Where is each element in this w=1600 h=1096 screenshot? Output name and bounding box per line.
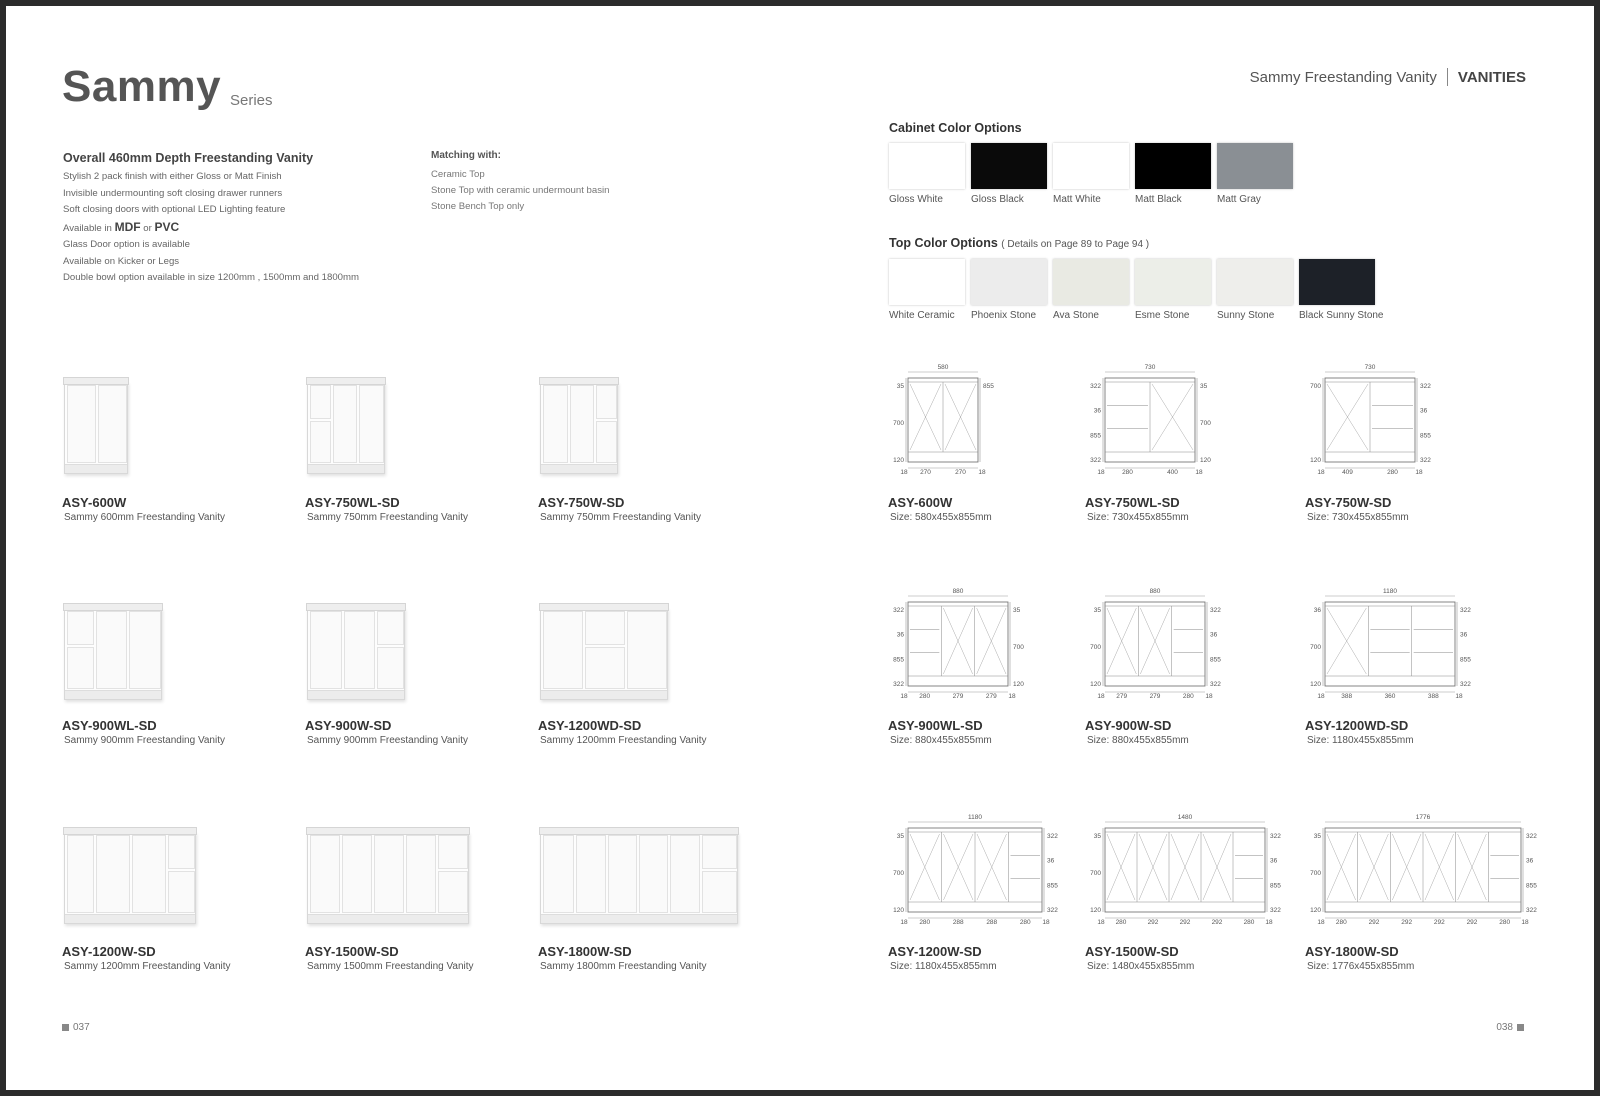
dimension-right: 36 <box>1210 631 1218 639</box>
cabinet-color-swatch <box>1217 143 1293 189</box>
product-code: ASY-1200WD-SD <box>538 718 642 733</box>
dimension-segment: 280 <box>1335 919 1347 926</box>
dimension-right: 322 <box>1047 833 1058 840</box>
vanity-door-panel <box>168 835 195 869</box>
dimension-right: 36 <box>1460 631 1468 639</box>
vanity-top <box>63 827 197 835</box>
technical-drawing <box>1303 812 1569 932</box>
dimension-segment: 280 <box>1387 469 1398 476</box>
dimension-left: 36 <box>1093 407 1101 415</box>
drawing-size: Size: 1180x455x855mm <box>890 961 997 972</box>
dimension-right: 36 <box>1047 857 1055 865</box>
dimension-right: 855 <box>1420 432 1431 440</box>
dimension-segment: 292 <box>1211 919 1223 926</box>
dimension-segment: 280 <box>1115 919 1127 926</box>
drawing-size: Size: 730x455x855mm <box>1087 512 1189 523</box>
header-category: VANITIES <box>1457 68 1526 86</box>
vanity-photo <box>307 382 385 474</box>
vanity-door-panel <box>702 871 737 913</box>
dimension-segment: 280 <box>1182 693 1194 700</box>
vanity-door-panel <box>576 835 605 913</box>
dimension-left: 120 <box>893 907 904 914</box>
vanity-photo <box>307 832 469 924</box>
dimension-right: 700 <box>1200 420 1211 427</box>
cabinet-color-label: Matt Black <box>1135 194 1182 205</box>
dimension-left: 35 <box>896 833 904 840</box>
top-color-label: Esme Stone <box>1135 310 1190 321</box>
top-color-swatch <box>1217 259 1293 305</box>
dimension-left: 120 <box>1310 457 1321 464</box>
dimension-width: 1776 <box>1415 814 1431 821</box>
dimension-right: 700 <box>1013 644 1024 651</box>
dimension-segment: 18 <box>1097 919 1105 926</box>
vanity-door-panel <box>374 835 404 913</box>
dimension-width: 880 <box>1149 588 1161 595</box>
cabinet-color-label: Matt White <box>1053 194 1101 205</box>
drawing-code: ASY-1800W-SD <box>1305 944 1399 959</box>
dimension-segment: 292 <box>1368 919 1380 926</box>
dimension-segment: 279 <box>985 693 997 700</box>
page-number-left-text: 037 <box>73 1022 90 1033</box>
dimension-left: 120 <box>1090 681 1101 688</box>
vanity-photo <box>540 382 618 474</box>
dimension-left: 120 <box>1090 907 1101 914</box>
cabinet-color-label: Gloss White <box>889 194 943 205</box>
cabinet-outline <box>1325 602 1455 686</box>
dimension-segment: 18 <box>1521 919 1529 926</box>
vanity-door-panel <box>310 611 342 689</box>
dimension-segment: 280 <box>919 919 931 926</box>
material-or: or <box>143 222 152 234</box>
drawing-size: Size: 880x455x855mm <box>890 735 992 746</box>
product-code: ASY-600W <box>62 495 127 510</box>
dimension-segment: 409 <box>1342 469 1353 476</box>
description-list <box>63 169 359 287</box>
vanity-door-panel <box>359 385 384 463</box>
dimension-right: 120 <box>1200 457 1211 464</box>
vanity-door-panel <box>585 647 626 689</box>
vanity-photo <box>307 608 405 700</box>
dimension-left: 35 <box>896 383 904 390</box>
cabinet-color-swatch <box>1053 143 1129 189</box>
series-title: Sammy <box>62 62 222 111</box>
drawing-code: ASY-900W-SD <box>1085 718 1172 733</box>
drawing-code: ASY-1200WD-SD <box>1305 718 1409 733</box>
dimension-segment: 280 <box>1499 919 1511 926</box>
matching-item: Stone Top with ceramic undermount basin <box>431 185 610 196</box>
dimension-left: 322 <box>893 607 904 614</box>
dimension-segment: 279 <box>952 693 964 700</box>
drawing-size: Size: 1776x455x855mm <box>1307 961 1415 972</box>
product-description: Sammy 750mm Freestanding Vanity <box>540 512 701 523</box>
material-pvc: PVC <box>154 219 180 234</box>
dimension-segment: 270 <box>955 469 966 476</box>
dimension-segment: 280 <box>919 693 931 700</box>
dimension-segment: 270 <box>920 469 931 476</box>
product-description: Sammy 1200mm Freestanding Vanity <box>64 961 231 972</box>
dimension-segment: 18 <box>1265 919 1273 926</box>
dimension-width: 1180 <box>968 814 982 821</box>
vanity-door-panel <box>333 385 358 463</box>
product-code: ASY-900WL-SD <box>62 718 157 733</box>
dimension-segment: 388 <box>1341 693 1353 700</box>
dimension-width: 880 <box>952 588 964 595</box>
vanity-top <box>306 827 470 835</box>
vanity-door-panel <box>570 385 595 463</box>
top-color-swatch <box>1135 259 1211 305</box>
drawing-size: Size: 730x455x855mm <box>1307 512 1409 523</box>
description-line: Available on Kicker or Legs <box>63 255 180 267</box>
vanity-photo <box>540 832 738 924</box>
cabinet-color-label: Matt Gray <box>1217 194 1261 205</box>
cabinet-outline <box>1105 828 1265 912</box>
dimension-right: 35 <box>1200 383 1208 390</box>
drawing-code: ASY-900WL-SD <box>888 718 983 733</box>
dimension-right: 855 <box>983 383 994 390</box>
dimension-segment: 280 <box>1243 919 1255 926</box>
description-line: Stylish 2 pack finish with either Gloss or Matt Finish <box>63 171 282 182</box>
dimension-right: 36 <box>1270 857 1278 865</box>
vanity-door-panel <box>132 835 166 913</box>
dimension-left: 35 <box>1093 607 1101 614</box>
dimension-right: 35 <box>1013 607 1021 614</box>
technical-drawing <box>1303 362 1463 482</box>
vanity-door-panel <box>639 835 668 913</box>
cabinet-color-title: Cabinet Color Options <box>889 121 1022 135</box>
dimension-segment: 18 <box>1097 469 1105 476</box>
dimension-segment: 292 <box>1147 919 1159 926</box>
vanity-kicker <box>308 464 384 473</box>
vanity-kicker <box>541 464 617 473</box>
dimension-segment: 360 <box>1384 693 1396 700</box>
description-title: Overall 460mm Depth Freestanding Vanity <box>63 151 314 165</box>
dimension-segment: 18 <box>1317 469 1325 476</box>
dimension-segment: 280 <box>1019 919 1031 926</box>
dimension-segment: 18 <box>900 919 908 926</box>
vanity-photo <box>540 608 668 700</box>
drawing-code: ASY-600W <box>888 495 953 510</box>
vanity-door-panel <box>543 611 583 689</box>
vanity-kicker <box>65 914 195 923</box>
vanity-door-panel <box>438 871 468 913</box>
vanity-photo <box>64 608 162 700</box>
cabinet-color-swatch <box>1135 143 1211 189</box>
vanity-kicker <box>308 690 404 699</box>
top-color-label: Ava Stone <box>1053 310 1099 321</box>
dimension-right: 120 <box>1013 681 1024 688</box>
dimension-width: 1180 <box>1383 588 1397 595</box>
vanity-door-panel <box>627 611 667 689</box>
dimension-segment: 292 <box>1466 919 1478 926</box>
vanity-door-panel <box>543 835 574 913</box>
drawing-size: Size: 880x455x855mm <box>1087 735 1189 746</box>
product-code: ASY-750W-SD <box>538 495 625 510</box>
dimension-segment: 18 <box>1317 919 1325 926</box>
top-color-swatch <box>889 259 965 305</box>
technical-drawing <box>1303 586 1503 706</box>
dimension-segment: 292 <box>1179 919 1191 926</box>
technical-drawing <box>1083 362 1243 482</box>
dimension-right: 322 <box>1270 907 1281 914</box>
dimension-right: 322 <box>1047 907 1058 914</box>
page-header <box>1250 68 1526 86</box>
top-color-heading <box>889 236 1149 250</box>
cabinet-color-swatch <box>971 143 1047 189</box>
dimension-right: 855 <box>1270 882 1281 890</box>
dimension-right: 322 <box>1460 607 1471 614</box>
dimension-segment: 292 <box>1433 919 1445 926</box>
drawing-code: ASY-1500W-SD <box>1085 944 1179 959</box>
page-marker-icon <box>62 1024 69 1031</box>
vanity-top <box>539 603 669 611</box>
technical-drawing <box>886 586 1056 706</box>
vanity-door-panel <box>585 611 626 645</box>
dimension-left: 700 <box>1090 644 1101 651</box>
dimension-right: 322 <box>1420 457 1431 464</box>
description-line: Invisible undermounting soft closing drawer runners <box>63 187 283 199</box>
vanity-door-panel <box>608 835 637 913</box>
matching-item: Ceramic Top <box>431 169 485 180</box>
vanity-door-panel <box>406 835 436 913</box>
header-divider <box>1447 68 1448 86</box>
dimension-segment: 18 <box>1042 919 1050 926</box>
material-prefix: Available in <box>63 222 112 234</box>
vanity-photo <box>64 832 196 924</box>
dimension-left: 35 <box>1093 833 1101 840</box>
dimension-left: 700 <box>1310 644 1321 651</box>
drawing-size: Size: 1180x455x855mm <box>1307 735 1414 746</box>
dimension-left: 700 <box>1090 870 1101 877</box>
vanity-door-panel <box>344 611 376 689</box>
top-color-label: Sunny Stone <box>1217 310 1275 321</box>
dimension-right: 855 <box>1460 656 1471 664</box>
product-description: Sammy 1800mm Freestanding Vanity <box>540 961 707 972</box>
product-description: Sammy 750mm Freestanding Vanity <box>307 512 468 523</box>
dimension-segment: 288 <box>952 919 964 926</box>
product-code: ASY-1800W-SD <box>538 944 632 959</box>
dimension-width: 730 <box>1144 364 1156 371</box>
catalog-page <box>6 6 1594 1090</box>
series-subtitle: Series <box>230 92 273 109</box>
material-mdf: MDF <box>114 219 141 234</box>
dimension-left: 36 <box>896 631 904 639</box>
description-line <box>63 219 359 238</box>
top-color-title: Top Color Options <box>889 236 998 250</box>
dimension-left: 322 <box>1090 383 1101 390</box>
dimension-segment: 18 <box>1415 469 1423 476</box>
technical-drawing <box>1083 586 1253 706</box>
dimension-width: 730 <box>1364 364 1376 371</box>
vanity-door-panel <box>310 835 340 913</box>
dimension-right: 36 <box>1420 407 1428 415</box>
vanity-door-panel <box>67 835 94 913</box>
dimension-width: 580 <box>937 364 949 371</box>
top-color-label: White Ceramic <box>889 310 955 321</box>
vanity-door-panel <box>67 611 94 645</box>
vanity-door-panel <box>377 611 404 645</box>
page-number-left <box>62 1022 90 1033</box>
dimension-segment: 18 <box>900 469 908 476</box>
dimension-right: 322 <box>1210 607 1221 614</box>
product-description: Sammy 1200mm Freestanding Vanity <box>540 735 707 746</box>
top-color-swatch <box>1053 259 1129 305</box>
description-line: Soft closing doors with optional LED Lighting feature <box>63 204 286 215</box>
vanity-door-panel <box>596 385 617 419</box>
matching-list <box>431 167 609 215</box>
drawing-size: Size: 580x455x855mm <box>890 512 992 523</box>
vanity-top <box>63 603 163 611</box>
drawing-code: ASY-1200W-SD <box>888 944 982 959</box>
vanity-kicker <box>65 690 161 699</box>
product-description: Sammy 1500mm Freestanding Vanity <box>307 961 474 972</box>
vanity-top <box>306 377 386 385</box>
dimension-segment: 18 <box>1195 469 1203 476</box>
matching-item: Stone Bench Top only <box>431 201 525 212</box>
description-line: Glass Door option is available <box>63 239 190 250</box>
vanity-door-panel <box>310 385 331 419</box>
technical-drawing <box>1083 812 1313 932</box>
vanity-door-panel <box>96 611 128 689</box>
product-code: ASY-1200W-SD <box>62 944 156 959</box>
vanity-kicker <box>65 464 127 473</box>
vanity-door-panel <box>67 385 96 463</box>
drawing-size: Size: 1480x455x855mm <box>1087 961 1195 972</box>
vanity-top <box>539 377 619 385</box>
product-description: Sammy 600mm Freestanding Vanity <box>64 512 225 523</box>
dimension-left: 700 <box>1310 870 1321 877</box>
vanity-top <box>63 377 129 385</box>
dimension-left: 36 <box>1313 607 1321 614</box>
dimension-segment: 18 <box>1205 693 1213 700</box>
vanity-door-panel <box>670 835 699 913</box>
dimension-segment: 18 <box>1008 693 1016 700</box>
top-color-swatch <box>971 259 1047 305</box>
vanity-door-panel <box>168 871 195 913</box>
vanity-door-panel <box>596 421 617 463</box>
dimension-segment: 18 <box>1317 693 1325 700</box>
dimension-segment: 288 <box>986 919 998 926</box>
page-marker-icon <box>1517 1024 1524 1031</box>
dimension-segment: 292 <box>1401 919 1413 926</box>
product-description: Sammy 900mm Freestanding Vanity <box>64 735 225 746</box>
cabinet-color-label: Gloss Black <box>971 194 1024 205</box>
dimension-right: 322 <box>1526 907 1537 914</box>
dimension-width: 1480 <box>1177 814 1193 821</box>
dimension-left: 120 <box>1310 907 1321 914</box>
dimension-right: 36 <box>1526 857 1534 865</box>
dimension-left: 700 <box>893 420 904 427</box>
dimension-segment: 388 <box>1427 693 1439 700</box>
technical-drawing <box>886 362 1026 482</box>
dimension-segment: 18 <box>1097 693 1105 700</box>
vanity-door-panel <box>438 835 468 869</box>
top-color-label: Black Sunny Stone <box>1299 310 1384 321</box>
dimension-segment: 18 <box>1455 693 1463 700</box>
vanity-door-panel <box>310 421 331 463</box>
top-color-label: Phoenix Stone <box>971 310 1037 321</box>
vanity-door-panel <box>98 385 127 463</box>
dimension-segment: 18 <box>978 469 986 476</box>
dimension-right: 855 <box>1210 656 1221 664</box>
dimension-right: 322 <box>1270 833 1281 840</box>
dimension-left: 322 <box>1090 457 1101 464</box>
vanity-door-panel <box>342 835 372 913</box>
top-color-note: ( Details on Page 89 to Page 94 ) <box>1001 239 1150 250</box>
drawing-code: ASY-750W-SD <box>1305 495 1392 510</box>
cabinet-color-swatch <box>889 143 965 189</box>
technical-drawing <box>886 812 1090 932</box>
product-code: ASY-900W-SD <box>305 718 392 733</box>
drawing-code: ASY-750WL-SD <box>1085 495 1180 510</box>
description-line: Double bowl option available in size 1200mm , 1500mm and 1800mm <box>63 272 359 283</box>
vanity-photo <box>64 382 128 474</box>
dimension-segment: 279 <box>1149 693 1161 700</box>
dimension-right: 322 <box>1210 681 1221 688</box>
dimension-left: 120 <box>893 457 904 464</box>
dimension-right: 322 <box>1526 833 1537 840</box>
dimension-left: 855 <box>893 656 904 664</box>
header-product-name: Sammy Freestanding Vanity <box>1249 68 1437 86</box>
cabinet-outline <box>1105 602 1205 686</box>
vanity-top <box>539 827 739 835</box>
dimension-segment: 18 <box>900 693 908 700</box>
page-number-right <box>1496 1022 1524 1033</box>
top-color-swatch <box>1299 259 1375 305</box>
product-description: Sammy 900mm Freestanding Vanity <box>307 735 468 746</box>
dimension-right: 855 <box>1526 882 1537 890</box>
vanity-door-panel <box>702 835 737 869</box>
dimension-right: 322 <box>1460 681 1471 688</box>
vanity-door-panel <box>67 647 94 689</box>
matching-title: Matching with: <box>431 150 501 161</box>
vanity-kicker <box>541 914 737 923</box>
vanity-door-panel <box>129 611 161 689</box>
dimension-right: 855 <box>1047 882 1058 890</box>
vanity-kicker <box>541 690 667 699</box>
vanity-top <box>306 603 406 611</box>
cabinet-outline <box>908 602 1008 686</box>
vanity-kicker <box>308 914 468 923</box>
dimension-segment: 280 <box>1122 469 1133 476</box>
dimension-right: 322 <box>1420 383 1431 390</box>
dimension-left: 120 <box>1310 681 1321 688</box>
vanity-door-panel <box>96 835 130 913</box>
dimension-segment: 279 <box>1116 693 1128 700</box>
product-code: ASY-750WL-SD <box>305 495 400 510</box>
vanity-door-panel <box>377 647 404 689</box>
page-number-right-text: 038 <box>1496 1022 1513 1033</box>
dimension-left: 322 <box>893 681 904 688</box>
dimension-left: 35 <box>1313 833 1321 840</box>
dimension-left: 700 <box>1310 383 1321 390</box>
dimension-left: 700 <box>893 870 904 877</box>
vanity-door-panel <box>543 385 568 463</box>
dimension-left: 855 <box>1090 432 1101 440</box>
product-code: ASY-1500W-SD <box>305 944 399 959</box>
dimension-segment: 400 <box>1167 469 1178 476</box>
